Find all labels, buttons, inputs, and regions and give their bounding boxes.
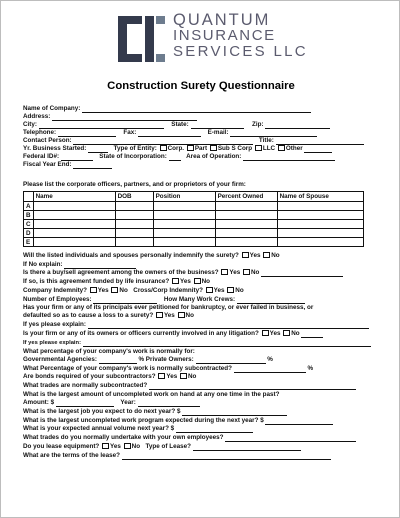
spouse-cell[interactable] (277, 220, 363, 229)
contact-label: Contact Person: (23, 137, 72, 144)
name-cell[interactable] (33, 211, 115, 220)
corp-checkbox[interactable] (160, 145, 167, 151)
telephone-field[interactable] (58, 130, 116, 137)
llc-label: LLC (262, 145, 276, 152)
percent-cell[interactable] (215, 220, 277, 229)
largest-job-row (23, 408, 287, 416)
no-label: No (271, 252, 280, 259)
email-field[interactable] (230, 130, 317, 137)
indemnity-row (23, 287, 244, 295)
bonds-no-checkbox[interactable] (180, 373, 187, 379)
litigation-no-checkbox[interactable] (283, 330, 290, 336)
amount-label: Amount: $ (23, 399, 55, 406)
percent-cell[interactable] (215, 229, 277, 238)
dob-cell[interactable] (115, 220, 153, 229)
company-name-label: Name of Company: (23, 105, 81, 112)
part-label: Part (194, 145, 208, 152)
part-checkbox[interactable] (187, 145, 194, 151)
state-field[interactable] (191, 122, 244, 129)
lease-terms-field[interactable] (122, 453, 331, 460)
yes-label: Yes (249, 252, 261, 259)
lease-terms-row (23, 452, 331, 460)
own-employees-label: What trades do you normally undertake with your own employees? (23, 434, 224, 441)
position-cell[interactable] (153, 229, 215, 238)
pct-subcontracted-row (23, 365, 313, 373)
corp-label: Corp. (167, 145, 185, 152)
type-of-lease-field[interactable] (193, 444, 301, 451)
largest-next-row (23, 417, 333, 425)
no-label: No (119, 287, 128, 294)
yr-started-field[interactable] (88, 146, 108, 153)
yes-label: Yes (163, 312, 175, 319)
bankruptcy-row-1 (23, 304, 313, 312)
row-letter: C (24, 220, 34, 229)
position-cell[interactable] (153, 202, 215, 211)
buysell-no-checkbox[interactable] (243, 269, 250, 275)
buysell-row (23, 269, 343, 277)
no-label: No (185, 312, 194, 319)
largest-uncompleted-label: What is the largest amount of uncompleted work on hand at any one time in the past? (23, 391, 280, 398)
amount-year-row (23, 399, 200, 407)
table-row (24, 211, 364, 220)
row-letter: D (24, 229, 34, 238)
largest-uncompleted-next-label: What is the largest uncompleted work program expected during the next year? $ (23, 417, 264, 424)
entity-row (23, 145, 332, 153)
annual-volume-row (23, 425, 253, 433)
no-label: No (235, 287, 244, 294)
annual-volume-label: What is your expected annual volume next year? $ (23, 425, 175, 432)
other-field[interactable] (304, 146, 332, 153)
col-dob-header: DOB (115, 192, 153, 202)
percent-sign: % (267, 356, 273, 363)
bankruptcy-explain-label: If yes please explain: (23, 321, 86, 328)
trades-sub-row (23, 382, 356, 390)
no-label: No (250, 269, 260, 276)
gov-agencies-label: Governmental Agencies: (23, 356, 97, 363)
largest-job-label: What is the largest job you expect to do next year? $ (23, 408, 181, 415)
gov-private-row (23, 356, 273, 364)
yes-label: Yes (166, 373, 178, 380)
if-no-label: If No explain: (23, 261, 63, 268)
indemnify-question: Will the listed individuals and spouses personally indemnify the surety? (23, 252, 239, 259)
own-employees-row (23, 434, 356, 442)
lease-yes-checkbox[interactable] (102, 443, 109, 449)
yes-label: Yes (269, 330, 281, 337)
dob-cell[interactable] (115, 238, 153, 247)
email-label: E-mail: (207, 129, 229, 136)
other-checkbox[interactable] (278, 145, 285, 151)
trades-subcontracted-field[interactable] (149, 383, 356, 390)
fiscal-year-label: Fiscal Year End: (23, 161, 72, 168)
private-owners-field[interactable] (196, 357, 266, 364)
page-title: Construction Surety Questionnaire (107, 80, 295, 92)
fiscal-row (23, 161, 112, 169)
funded-row (23, 278, 210, 286)
cross-corp-yes-checkbox[interactable] (206, 287, 213, 293)
table-row (24, 220, 364, 229)
no-label: No (291, 330, 300, 337)
dob-cell[interactable] (115, 202, 153, 211)
row-letter: A (24, 202, 34, 211)
row-letter: B (24, 211, 34, 220)
litigation-row (23, 330, 323, 338)
pct-work-label: What percentage of your company's work is normally for: (23, 348, 195, 355)
spouse-cell[interactable] (277, 202, 363, 211)
fax-field[interactable] (138, 130, 201, 137)
name-cell[interactable] (33, 238, 115, 247)
if-no-row (23, 261, 136, 269)
own-employees-field[interactable] (225, 435, 356, 442)
year-field[interactable] (138, 400, 200, 407)
percent-cell[interactable] (215, 238, 277, 247)
bankruptcy-question-2: defaulted so as to cause a loss to a surety? (23, 312, 154, 319)
address-row (23, 113, 197, 121)
area-operation-field[interactable] (243, 154, 335, 161)
llc-checkbox[interactable] (255, 145, 262, 151)
company-indemnity-yes-checkbox[interactable] (90, 287, 97, 293)
col-percent-header: Percent Owned (215, 192, 277, 202)
pct-subcontracted-label: What Percentage of your company's work is normally subcontracted? (23, 365, 232, 372)
name-cell[interactable] (33, 202, 115, 211)
position-cell[interactable] (153, 220, 215, 229)
city-label: City: (23, 121, 37, 128)
cross-corp-label: Cross/Corp Indemnity? (133, 287, 203, 294)
pct-subcontracted-field[interactable] (234, 366, 306, 373)
indemnify-yes-checkbox[interactable] (242, 252, 249, 258)
company-name-field[interactable] (82, 106, 311, 113)
officers-prompt (23, 181, 246, 189)
federal-row (23, 153, 335, 161)
indemnify-row (23, 252, 280, 260)
spouse-cell[interactable] (277, 211, 363, 220)
dob-cell[interactable] (115, 211, 153, 220)
address-field[interactable] (52, 114, 197, 121)
yes-label: Yes (229, 269, 241, 276)
no-label: No (187, 373, 197, 380)
litigation-explain-row (23, 339, 371, 347)
federal-id-label: Federal ID#: (23, 153, 60, 160)
contact-row (23, 137, 364, 145)
logo-line-1: QUANTUM (173, 11, 271, 29)
spouse-cell[interactable] (277, 238, 363, 247)
gov-agencies-field[interactable] (99, 357, 137, 364)
federal-id-field[interactable] (61, 154, 93, 161)
litigation-field[interactable] (301, 331, 323, 338)
fax-label: Fax: (123, 129, 137, 136)
yr-started-label: Yr. Business Started: (23, 145, 87, 152)
state-inc-label: State of Incorporation: (99, 153, 167, 160)
table-row (24, 229, 364, 238)
state-label: State: (171, 121, 189, 128)
lease-terms-label: What are the terms of the lease? (23, 452, 120, 459)
pct-work-row (23, 348, 195, 356)
contact-field[interactable] (73, 138, 253, 145)
lease-no-checkbox[interactable] (124, 443, 131, 449)
row-letter-header (24, 192, 34, 202)
num-employees-label: Number of Employees: (23, 296, 92, 303)
buysell-question: Is there a buy/sell agreement among the owners of the business? (23, 269, 219, 276)
buysell-field[interactable] (261, 270, 343, 277)
no-label: No (201, 278, 211, 285)
largest-uncompleted-row (23, 391, 279, 399)
col-name-header: Name (33, 192, 115, 202)
officers-prompt-text: Please list the corporate officers, partners, and or proprietors of your firm: (23, 181, 246, 188)
contact-title-field[interactable] (276, 138, 364, 145)
litigation-yes-checkbox[interactable] (262, 330, 269, 336)
bonds-yes-checkbox[interactable] (158, 373, 165, 379)
percent-cell[interactable] (215, 211, 277, 220)
contact-title-label: Title: (258, 137, 274, 144)
yes-label: Yes (110, 443, 121, 450)
city-field[interactable] (39, 122, 164, 129)
spouse-cell[interactable] (277, 229, 363, 238)
buysell-yes-checkbox[interactable] (221, 269, 228, 275)
employees-row (23, 296, 305, 304)
cross-corp-no-checkbox[interactable] (227, 287, 234, 293)
funded-yes-checkbox[interactable] (172, 278, 179, 284)
amount-field[interactable] (56, 400, 114, 407)
annual-volume-field[interactable] (176, 426, 253, 433)
bankruptcy-row-2 (23, 312, 194, 320)
logo-line-3: SERVICES LLC (173, 43, 308, 60)
if-no-field[interactable] (64, 262, 136, 269)
entity-type-label: Type of Entity: (113, 145, 157, 152)
logo-wordmark (173, 12, 308, 60)
funded-no-checkbox[interactable] (194, 278, 201, 284)
percent-sign: % (307, 365, 314, 372)
largest-uncompleted-next-field[interactable] (265, 418, 333, 425)
yes-label: Yes (97, 287, 109, 294)
other-label: Other (285, 145, 303, 152)
bankruptcy-yes-checkbox[interactable] (156, 312, 163, 318)
largest-job-field[interactable] (182, 409, 287, 416)
sub-s-corp-label: Sub S Corp (217, 145, 253, 152)
bankruptcy-no-checkbox[interactable] (178, 312, 185, 318)
work-crews-label: How Many Work Crews: (163, 296, 236, 303)
work-crews-field[interactable] (237, 297, 305, 304)
bankruptcy-explain-field[interactable] (88, 322, 369, 329)
year-label: Year: (120, 399, 136, 406)
company-indemnity-label: Company Indemnity? (23, 287, 88, 294)
no-label: No (131, 443, 141, 450)
telephone-label: Telephone: (23, 129, 57, 136)
dob-cell[interactable] (115, 229, 153, 238)
name-cell[interactable] (33, 229, 115, 238)
company-name-row (23, 105, 311, 113)
logo-line-2: INSURANCE (173, 27, 276, 44)
officers-header-row (24, 192, 364, 202)
litigation-explain-label: If yes please explain: (23, 340, 81, 346)
litigation-explain-field[interactable] (83, 340, 371, 347)
yes-label: Yes (180, 278, 191, 285)
company-logo (116, 9, 308, 69)
bankruptcy-explain-row (23, 321, 369, 329)
position-cell[interactable] (153, 238, 215, 247)
bankruptcy-question-1: Has your firm or any of its principals ever petitioned for bankruptcy, or ever failed in business, or (23, 304, 314, 311)
area-operation-label: Area of Operation: (186, 153, 242, 160)
telephone-row (23, 129, 317, 137)
company-indemnity-no-checkbox[interactable] (111, 287, 118, 293)
lease-equipment-label: Do you lease equipment? (23, 443, 100, 450)
row-letter: E (24, 238, 34, 247)
percent-cell[interactable] (215, 202, 277, 211)
bonds-row (23, 373, 196, 381)
zip-field[interactable] (265, 122, 330, 129)
name-cell[interactable] (33, 220, 115, 229)
trades-subcontracted-label: What trades are normally subcontracted? (23, 382, 148, 389)
state-inc-field[interactable] (169, 154, 181, 161)
num-employees-field[interactable] (93, 297, 157, 304)
col-spouse-header: Name of Spouse (277, 192, 363, 202)
sub-s-corp-checkbox[interactable] (210, 145, 217, 151)
position-cell[interactable] (153, 211, 215, 220)
lease-row (23, 443, 301, 451)
city-row (23, 121, 330, 129)
zip-label: Zip: (252, 121, 264, 128)
private-owners-label: % Private Owners: (138, 356, 194, 363)
officers-table (23, 191, 364, 247)
col-position-header: Position (153, 192, 215, 202)
table-row (24, 238, 364, 247)
address-label: Address: (23, 113, 51, 120)
litigation-question: Is your firm or any of its owners or officers currently involved in any litigation? (23, 330, 259, 337)
type-of-lease-label: Type of Lease? (145, 443, 191, 450)
yes-label: Yes (213, 287, 225, 294)
indemnify-no-checkbox[interactable] (263, 252, 270, 258)
bonds-required-label: Are bonds required of your subcontractors? (23, 373, 156, 380)
table-row (24, 202, 364, 211)
funded-question: If so, is this agreement funded by life insurance? (23, 278, 170, 285)
fiscal-year-field[interactable] (73, 162, 112, 169)
quantum-logo-icon (116, 12, 166, 64)
